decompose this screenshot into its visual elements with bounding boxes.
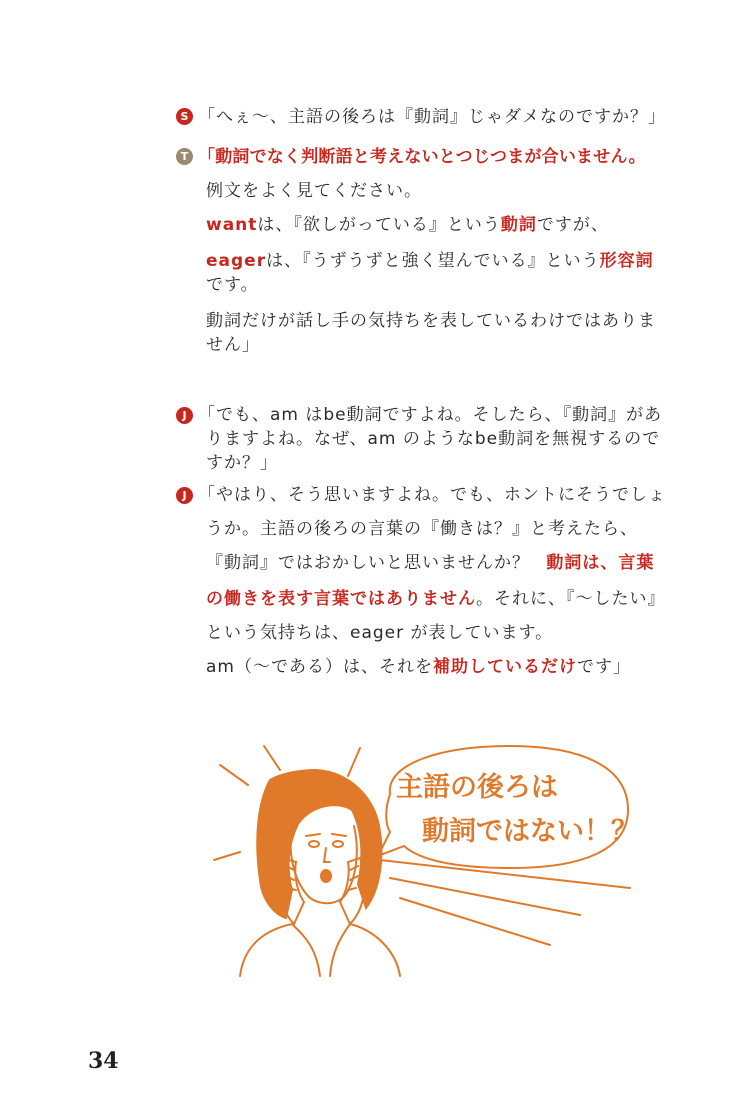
j2-dialogue-line-4: [206, 588, 666, 610]
j2-line4-red: の働きを表す言葉ではありません: [206, 589, 476, 609]
term-eager: eager: [206, 251, 267, 271]
speaker-s-badge: S: [176, 108, 193, 125]
term-adjective: 形容詞: [599, 251, 654, 271]
j2-dialogue-line-6: [206, 656, 631, 678]
burst-line: [214, 852, 240, 860]
right-brow: [332, 834, 346, 836]
j2-line3-red: 動詞は、言葉: [546, 553, 655, 573]
bubble-line-1: 主語の後ろは: [396, 772, 558, 803]
j2-dialogue-line-1: 「やはり、そう思いますよね。でも、ホントにそうでしょ: [198, 485, 666, 505]
burst-line: [348, 748, 360, 776]
j2-line6-part-b: です」: [576, 657, 631, 677]
right-eye: [333, 841, 343, 847]
left-brow: [306, 834, 320, 836]
page-number: 34: [88, 1048, 119, 1074]
t-line3-part-a: は、『欲しがっている』という: [257, 215, 501, 235]
j2-dialogue-line-2: うか。主語の後ろの言葉の『働きは？』と考えたら、: [206, 519, 638, 539]
j2-dialogue-line-3: [206, 552, 654, 574]
nose: [324, 848, 330, 862]
speech-bubble: [378, 746, 628, 868]
t-dialogue-line-5: です。: [206, 275, 259, 295]
t-dialogue-line-1: 「動詞でなく判断語と考えないとつじつまが合いません。: [198, 147, 646, 167]
burst-line: [220, 765, 248, 785]
speaker-j-badge-1: J: [176, 407, 193, 424]
term-verb: 動詞: [500, 215, 537, 235]
t-dialogue-line-4: [206, 250, 654, 272]
bubble-line-2: 動詞ではない！？: [422, 816, 638, 847]
surprised-woman-illustration: [200, 740, 680, 980]
j1-dialogue-line-2: りますよね。なぜ、am のようなbe動詞を無視するので: [206, 429, 661, 449]
j2-line3-part-a: 『動詞』ではおかしいと思いませんか？: [206, 553, 530, 573]
left-eye: [309, 841, 319, 847]
t-dialogue-line-3: [206, 214, 609, 236]
j2-line6-red: 補助しているだけ: [432, 657, 577, 677]
s-dialogue-line: 「へぇ〜、主語の後ろは『動詞』じゃダメなのですか？」: [198, 107, 666, 127]
left-shoulder: [240, 924, 292, 976]
t-dialogue-line-7: せん」: [206, 335, 260, 355]
left-sleeve: [292, 924, 320, 976]
t-dialogue-line-6: 動詞だけが話し手の気持ちを表しているわけではありま: [206, 311, 656, 331]
j2-line6-part-a: am（〜である）は、それを: [206, 657, 433, 677]
burst-line: [390, 878, 580, 915]
speaker-t-badge: T: [176, 148, 193, 165]
right-sleeve: [330, 924, 350, 976]
j2-line4-part-b: 。それに、『〜したい』: [476, 589, 666, 609]
right-shoulder: [350, 924, 400, 976]
t-dialogue-line-2: 例文をよく見てください。: [206, 181, 422, 201]
mouth: [321, 870, 331, 882]
t-line3-part-b: ですが、: [536, 215, 609, 235]
term-want: want: [206, 215, 258, 235]
j2-dialogue-line-5: という気持ちは、eager が表しています。: [206, 623, 554, 643]
speaker-j-badge-2: J: [176, 487, 193, 504]
j1-dialogue-line-3: すか？」: [206, 453, 278, 473]
j1-dialogue-line-1: 「でも、am はbe動詞ですよね。そしたら、『動詞』があ: [198, 405, 663, 425]
t-line4-part-a: は、『うずうずと強く望んでいる』という: [266, 251, 600, 271]
burst-line: [264, 746, 280, 770]
